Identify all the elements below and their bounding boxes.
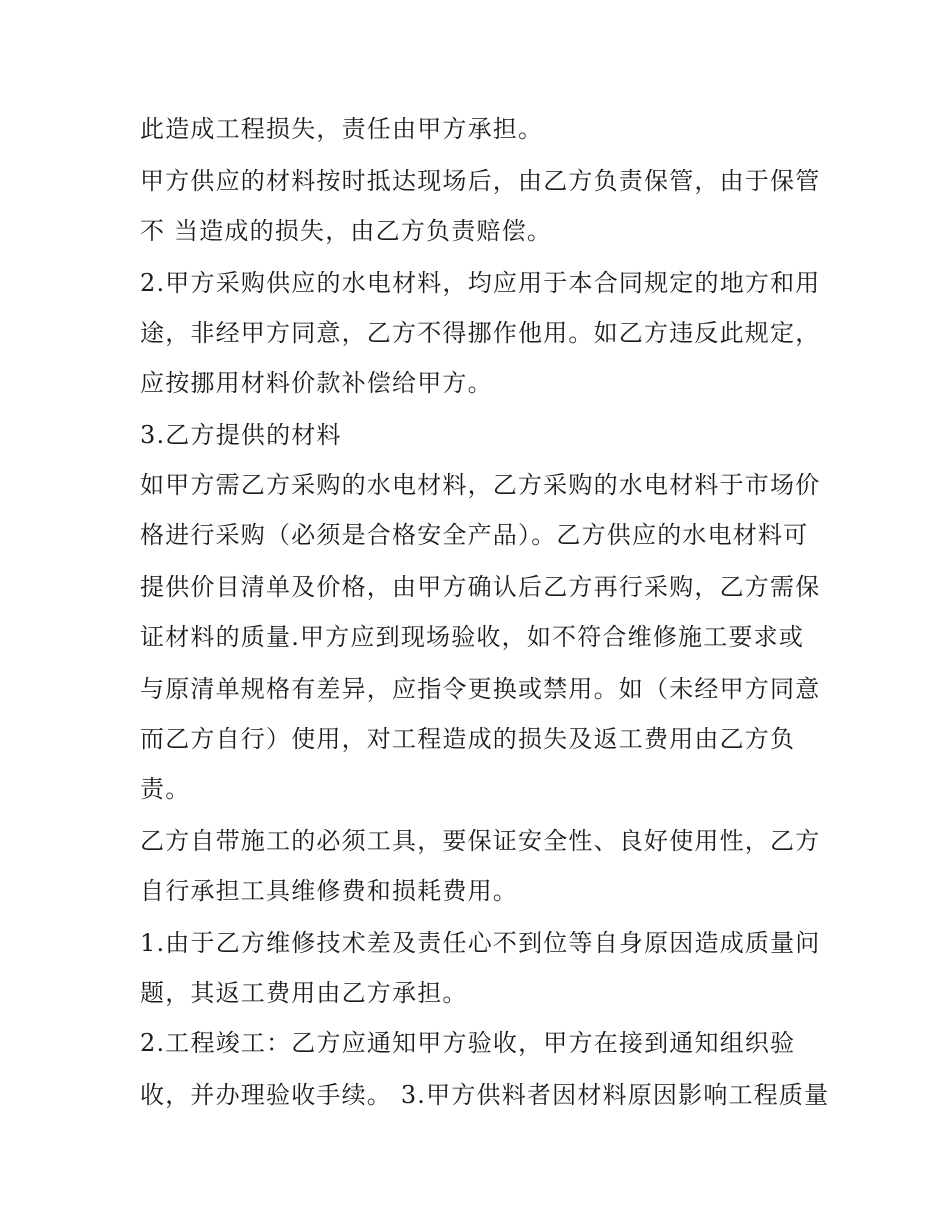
text-line: 1.由于乙方维修技术差及责任心不到位等自身原因造成质量问 [140,929,821,957]
text-line: 题，其返工费用由乙方承担。 [140,979,468,1007]
text-line: 此造成工程损失，责任由甲方承担。 [140,115,544,143]
text-line: 3.乙方提供的材料 [140,421,342,449]
text-line: 甲方供应的材料按时抵达现场后，由乙方负责保管，由于保管 [140,167,821,195]
text-line: 应按挪用材料价款补偿给甲方。 [140,369,493,397]
text-line: 2.工程竣工：乙方应通知甲方验收，甲方在接到通知组织验 [140,1029,796,1057]
text-line: 收，并办理验收手续。 3.甲方供料者因材料原因影响工程质量 [140,1081,830,1109]
text-line: 不 当造成的损失，由乙方负责赔偿。 [140,217,553,245]
text-line: 如甲方需乙方采购的水电材料，乙方采购的水电材料于市场价 [140,471,821,499]
text-line: 与原清单规格有差异，应指令更换或禁用。如（未经甲方同意 [140,675,821,703]
text-line: 乙方自带施工的必须工具，要保证安全性、良好使用性，乙方 [140,827,821,855]
text-line: 而乙方自行）使用，对工程造成的损失及返工费用由乙方负 [140,725,796,753]
text-line: 途，非经甲方同意，乙方不得挪作他用。如乙方违反此规定， [140,319,821,347]
text-line: 证材料的质量.甲方应到现场验收，如不符合维修施工要求或 [140,623,805,651]
text-line: 2.甲方采购供应的水电材料，均应用于本合同规定的地方和用 [140,269,821,297]
text-line: 自行承担工具维修费和损耗费用。 [140,877,518,905]
text-line: 提供价目清单及价格，由甲方确认后乙方再行采购，乙方需保 [140,573,821,601]
text-line: 格进行采购（必须是合格安全产品）。乙方供应的水电材料可 [140,521,809,549]
text-line: 责。 [140,775,191,803]
